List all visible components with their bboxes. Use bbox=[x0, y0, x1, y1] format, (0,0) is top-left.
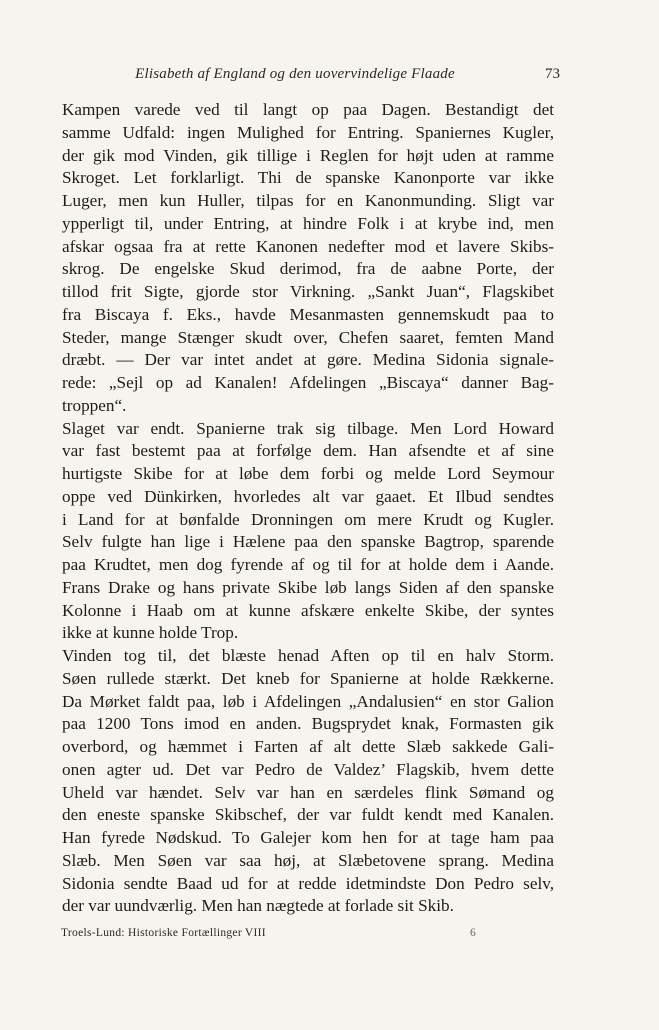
text-line: ypperligt til, under Entring, at hindre Folk i at krybe ind, men bbox=[62, 213, 554, 233]
text-line: Slaget var endt. Spanierne trak sig tilbage. Men Lord Howard bbox=[62, 418, 554, 438]
text-line: Vinden tog til, det blæste henad Aften op til en halv Storm. bbox=[62, 646, 554, 665]
page-number: 73 bbox=[545, 66, 560, 82]
text-line: afskar ogsaa fra at rette Kanonen nedefter mod et lavere Skibs- bbox=[62, 236, 554, 256]
text-line: dræbt. — Der var intet andet at gøre. Medina Sidonia signale- bbox=[62, 350, 554, 370]
text-line: Sidonia sendte Baad ud for at redde idetmindste Don Pedro selv, bbox=[62, 873, 554, 893]
text-line: overbord, og hæmmet i Farten af alt dette Slæb sakkede Gali- bbox=[62, 737, 554, 756]
text-line: Selv fulgte han lige i Hælene paa den spanske Bagtrop, sparende bbox=[62, 532, 554, 552]
text-line: Kolonne i Haab om at kunne afskære enkelte Skibe, der syntes bbox=[62, 600, 554, 620]
text-line: der gik mod Vinden, gik tillige i Reglen for højt uden at ramme bbox=[62, 145, 554, 165]
text-line: Han fyrede Nødskud. To Galejer kom hen for at tage ham paa bbox=[62, 828, 554, 847]
text-line: hurtigste Skibe for at løbe dem forbi og melde Lord Seymour bbox=[62, 464, 554, 483]
text-line: Frans Drake og hans private Skibe løb langs Siden af den spanske bbox=[62, 577, 554, 597]
text-line: Steder, mange Stænger skudt over, Chefen saaret, femten Mand bbox=[62, 327, 554, 347]
text-line: troppen“. bbox=[62, 395, 127, 415]
text-line: Uheld var hændet. Selv var han en særdeles flink Sømand og bbox=[62, 782, 554, 802]
text-line: den eneste spanske Skibschef, der var fuldt kendt med Kanalen. bbox=[62, 805, 554, 825]
text-line: Kampen varede ved til langt op paa Dagen. Bestandigt det bbox=[62, 100, 554, 119]
text-line: var fast bestemt paa at forfølge dem. Han afsendte et af sine bbox=[62, 441, 554, 461]
text-line: tillod frit Sigte, gjorde stor Virkning. „Sankt Juan“, Flagskibet bbox=[62, 282, 554, 301]
text-line: fra Biscaya f. Eks., havde Mesanmasten gennemskudt paa to bbox=[62, 304, 554, 324]
text-line: Søen rullede stærkt. Det kneb for Spanierne at holde Rækkerne. bbox=[62, 668, 554, 688]
printer-signature: Troels-Lund: Historiske Fortællinger VIII bbox=[61, 927, 266, 939]
text-line: der var uundværlig. Men han nægtede at forlade sit Skib. bbox=[62, 896, 454, 916]
text-line: ikke at kunne holde Trop. bbox=[62, 623, 239, 643]
signature-mark: 6 bbox=[470, 927, 476, 939]
text-line: paa 1200 Tons imod en anden. Bugsprydet knak, Formasten gik bbox=[62, 714, 554, 734]
text-line: skrog. De engelske Skud derimod, fra de aabne Porte, der bbox=[62, 259, 554, 279]
text-line: paa Krudtet, men dog fyrende af og til for at holde dem i Aande. bbox=[62, 555, 554, 574]
text-line: Skroget. Let forklarligt. Thi de spanske Kanonporte var ikke bbox=[62, 168, 554, 188]
text-line: Slæb. Men Søen var saa høj, at Slæbetovene sprang. Medina bbox=[62, 850, 554, 870]
running-title: Elisabeth af England og den uovervindelige Flaade bbox=[135, 66, 455, 82]
text-line: Luger, men kun Huller, tilpas for en Kanonmunding. Sligt var bbox=[62, 191, 554, 210]
text-line: onen agter ud. Det var Pedro de Valdez’ Flagskib, hvem dette bbox=[62, 759, 554, 779]
text-line: oppe ved Dünkirken, hvorledes alt var gaaet. Et Ilbud sendtes bbox=[62, 486, 554, 506]
body-text bbox=[62, 99, 554, 918]
text-line: samme Udfald: ingen Mulighed for Entring. Spaniernes Kugler, bbox=[62, 122, 554, 142]
text-line: i Land for at bønfalde Dronningen om mere Krudt og Kugler. bbox=[62, 509, 554, 529]
text-line: rede: „Sejl op ad Kanalen! Afdelingen „Biscaya“ danner Bag- bbox=[62, 373, 554, 392]
text-line: Da Mørket faldt paa, løb i Afdelingen „Andalusien“ en stor Galion bbox=[62, 691, 554, 711]
